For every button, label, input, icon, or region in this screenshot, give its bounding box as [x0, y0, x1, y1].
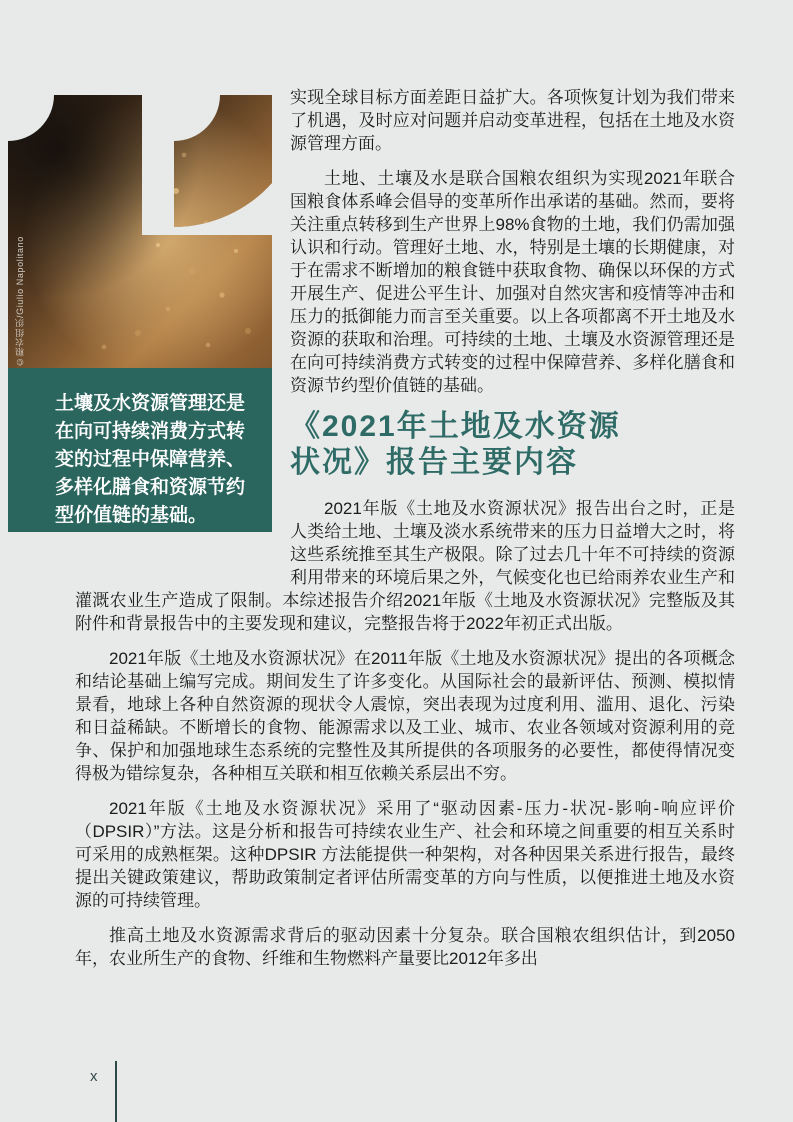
- paragraph: 实现全球目标方面差距日益扩大。各项恢复计划为我们带来了机遇，及时应对问题并启动变革进程，包括在土地及水资源管理方面。: [290, 88, 735, 153]
- paragraph: 2021年版《土地及水资源状况》采用了“驱动因素-压力-状况-影响-响应评价（DPSIR）”方法。这是分析和报告可持续农业生产、社会和环境之间重要的相互关系时可采用的成熟框架。这种DPSIR 方法能提供一种架构，对各种因果关系进行报告，最终提出关键政策建议，帮助政策制定者评估所需变革的方向与性质，以便推进土地及水资源的可持续管理。: [75, 799, 735, 910]
- paragraph: 推高土地及水资源需求背后的驱动因素十分复杂。联合国粮农组织估计，到2050年，农业所生产的食物、纤维和生物燃料产量要比2012年多出: [75, 926, 735, 968]
- page-number: x: [90, 1068, 98, 1085]
- paragraph: 土地、土壤及水是联合国粮农组织为实现2021年联合国粮食体系峰会倡导的变革所作出承诺的基础。然而，要将关注重点转移到生产世界上98%食物的土地，我们仍需加强认识和行动。管理好土地、水，特别是土壤的长期健康，对于在需求不断增加的粮食链中获取食物、确保以环保的方式开展生产、促进公平生计、加强对自然灾害和疫情等冲击和压力的抵御能力而言至关重要。以上各项都离不开土地及水资源的获取和治理。可持续的土地、土壤及水资源管理还是在向可持续消费方式转变的过程中保障营养、多样化膳食和资源节约型价值链的基础。: [290, 169, 735, 395]
- section-heading-line-2: 状况》报告主要内容: [290, 446, 578, 479]
- article-body: [75, 86, 735, 982]
- photo-credit-caption: ©粮农组织/Giulio Napolitano: [15, 236, 25, 367]
- footer-rule: [115, 1061, 117, 1122]
- pull-quote-text: 土壤及水资源管理还是在向可持续消费方式转变的过程中保障营养、多样化膳食和资源节约型价值链的基础。: [55, 393, 246, 526]
- section-heading-line-1: 《2021年土地及水资源: [290, 410, 621, 443]
- paragraph: 2021年版《土地及水资源状况》报告出台之时，正是人类给土地、土壤及淡水系统带来的压力日益增大之时，将这些系统推至其生产极限。除了过去几十年不可持续的资源利用带来的环境后果之外，气候变化也已给雨养农业生产和灌溉农业生产造成了限制。本综述报告介绍2021年版《土地及水资源状况》完整版及其附件和背景报告中的主要发现和建议，完整报告将于2022年初正式出版。: [75, 499, 735, 633]
- text-wrap-spacer: [75, 86, 290, 589]
- paragraph: 2021年版《土地及水资源状况》在2011年版《土地及水资源状况》提出的各项概念和结论基础上编写完成。期间发生了许多变化。从国际社会的最新评估、预测、模拟情景看，地球上各种自然资源的现状令人震惊，突出表现为过度利用、滥用、退化、污染和日益稀缺。不断增长的食物、能源需求以及工业、城市、农业各领域对资源利用的竞争、保护和加强地球生态系统的完整性及其所提供的各项服务的必要性，都使得情况变得极为错综复杂，各种相互关联和相互依赖关系层出不穷。: [75, 649, 735, 783]
